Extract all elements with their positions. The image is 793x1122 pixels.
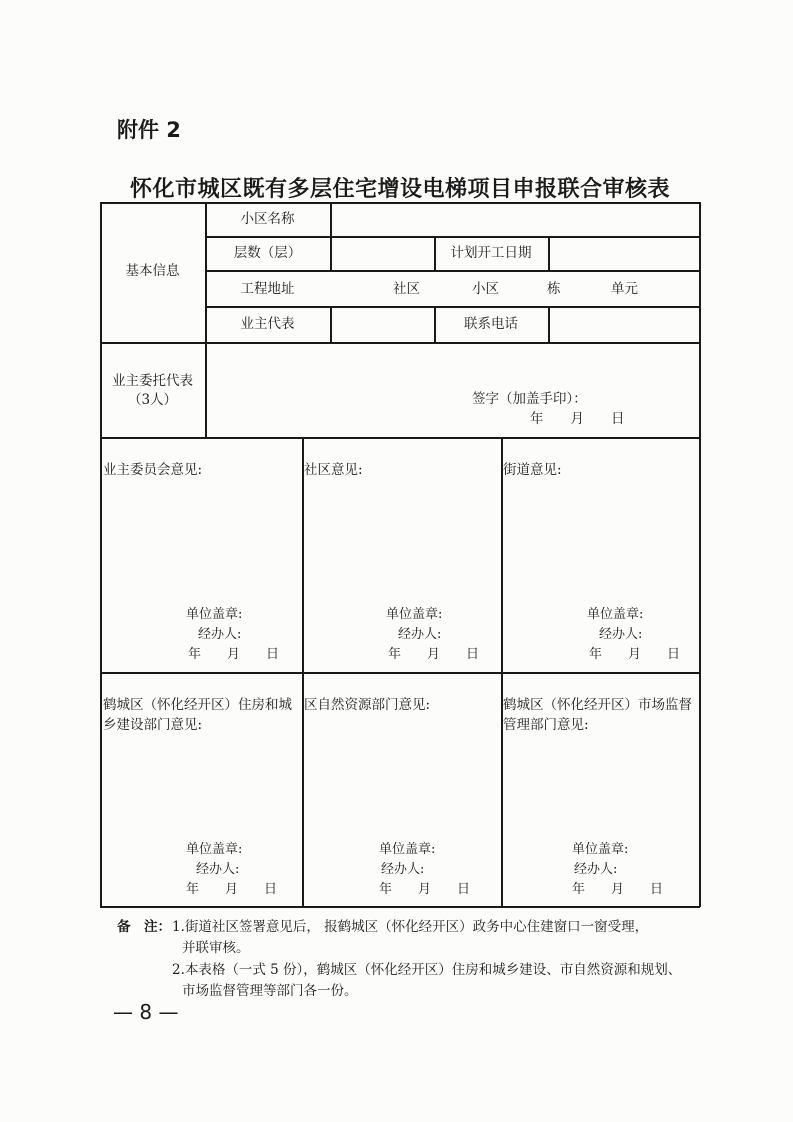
handler-label: 经办人: [398, 627, 442, 642]
handler-label: 经办人: [574, 862, 618, 877]
housing-dept-opinion-label-cont: 乡建设部门意见: [103, 717, 203, 733]
market-supervision-opinion-label-cont: 管理部门意见: [503, 717, 589, 733]
market-supervision-opinion-label: 鹤城区（怀化经开区）市场监督 [503, 697, 692, 713]
attachment-label: 附件 2 [117, 118, 181, 142]
delegates-label: 业主委托代表 [112, 373, 193, 389]
page-number: — 8 — [113, 1000, 179, 1024]
handler-label: 经办人: [381, 862, 425, 877]
handler-label: 经办人: [599, 627, 643, 642]
seal-label: 单位盖章: [379, 842, 436, 857]
sign-date: 年 月 日 [572, 882, 664, 897]
owner-rep-label: 业主代表 [240, 316, 295, 332]
housing-dept-opinion-label: 鹤城区（怀化经开区）住房和城 [103, 697, 292, 713]
notes-prefix: 备 注： [117, 919, 171, 935]
note-line-1: 1.街道社区签署意见后， 报鹤城区（怀化经开区）政务中心住建窗口一窗受理， [172, 919, 649, 935]
delegates-count: （3人） [127, 392, 178, 408]
seal-label: 单位盖章: [587, 607, 644, 622]
note-line-4: 市场监督管理等部门各一份。 [182, 983, 358, 999]
sign-date: 年 月 日 [188, 647, 280, 662]
delegates-signature-label: 签字（加盖手印）： [472, 391, 587, 407]
seal-label: 单位盖章: [572, 842, 629, 857]
sign-date: 年 月 日 [379, 882, 471, 897]
basic-info-label: 基本信息 [125, 263, 180, 279]
floors-label: 层数（层） [233, 245, 302, 261]
seal-label: 单位盖章: [386, 607, 443, 622]
community-name-label: 小区名称 [240, 211, 295, 227]
sign-date: 年 月 日 [186, 882, 278, 897]
community-opinion-label: 社区意见: [304, 462, 363, 478]
address-unit-building: 栋 [547, 281, 561, 297]
seal-label: 单位盖章: [186, 842, 243, 857]
address-unit-estate: 小区 [472, 281, 499, 297]
delegates-date: 年 月 日 [530, 411, 625, 427]
note-line-3: 2.本表格（一式 5 份），鹤城区（怀化经开区）住房和城乡建设、市自然资源和规划、 [172, 962, 682, 978]
handler-label: 经办人: [198, 627, 242, 642]
address-unit-community: 社区 [393, 281, 420, 297]
contact-phone-label: 联系电话 [464, 316, 518, 332]
planned-start-label: 计划开工日期 [450, 245, 532, 261]
note-line-2: 并联审核。 [182, 940, 250, 956]
sign-date: 年 月 日 [589, 647, 681, 662]
form-title: 怀化市城区既有多层住宅增设电梯项目申报联合审核表 [129, 176, 670, 202]
natural-resources-opinion-label: 区自然资源部门意见: [304, 697, 431, 713]
handler-label: 经办人: [196, 862, 240, 877]
address-unit-entrance: 单元 [611, 281, 638, 297]
street-opinion-label: 街道意见: [503, 462, 562, 478]
seal-label: 单位盖章: [186, 607, 243, 622]
address-label: 工程地址 [240, 281, 295, 297]
sign-date: 年 月 日 [388, 647, 480, 662]
owners-committee-opinion-label: 业主委员会意见: [103, 462, 203, 478]
